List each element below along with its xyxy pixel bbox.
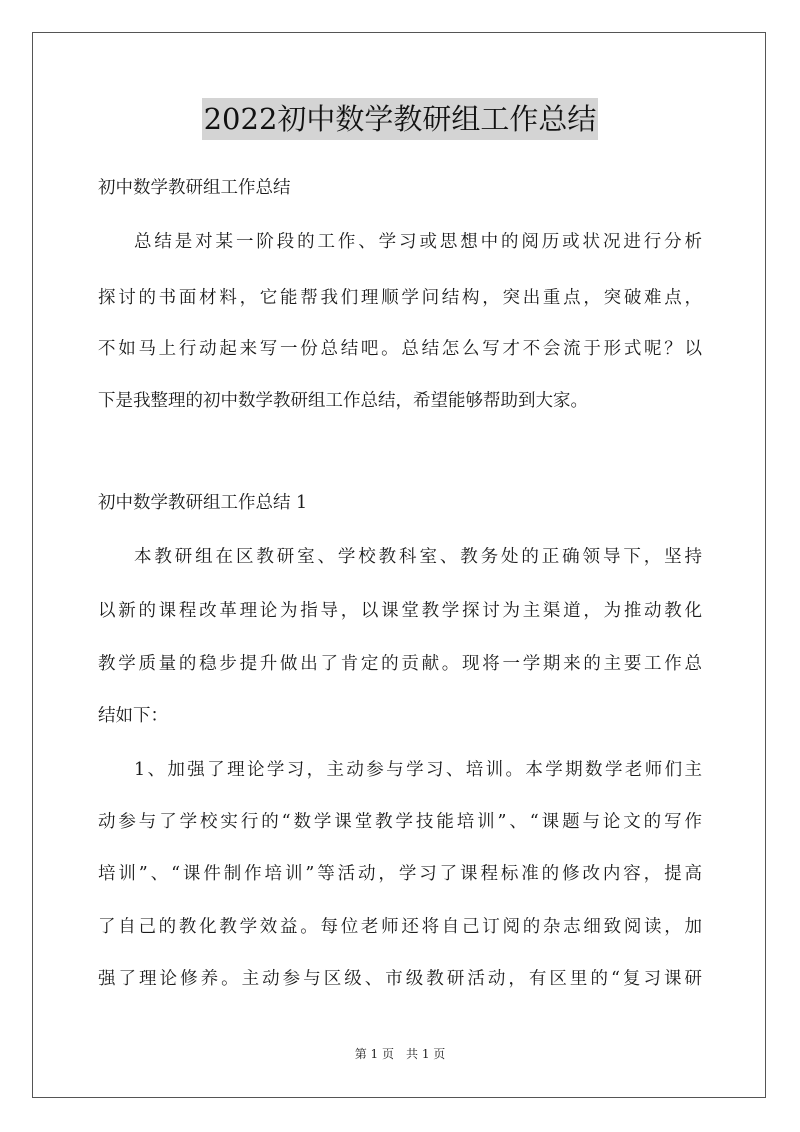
para1-line-2: 以新的课程改革理论为指导，以课堂教学探讨为主渠道，为推动教化 [98,601,702,621]
para1-line-4: 结如下： [98,706,168,726]
para2-line-3: 培训”、“课件制作培训”等活动，学习了课程标准的修改内容，提高 [98,864,702,884]
section-heading: 初中数学教研组工作总结 1 [98,493,308,513]
intro-line-4: 下是我整理的初中数学教研组工作总结，希望能够帮助到大家。 [98,391,588,411]
page-footer: 第 1 页 共 1 页 [354,1047,446,1061]
intro-line-1: 总结是对某一阶段的工作、学习或思想中的阅历或状况进行分析 [134,232,702,252]
document-title: 2022初中数学教研组工作总结 [202,98,599,140]
intro-line-2: 探讨的书面材料，它能帮我们理顺学问结构，突出重点，突破难点， [98,288,702,308]
para2-line-2: 动参与了学校实行的“数学课堂教学技能培训”、“课题与论文的写作 [98,812,702,832]
para2-line-4: 了自己的教化教学效益。每位老师还将自己订阅的杂志细致阅读，加 [98,917,702,937]
title-wrapper [0,98,800,140]
document-subtitle: 初中数学教研组工作总结 [98,178,291,198]
para2-line-1: 1、加强了理论学习，主动参与学习、培训。本学期数学老师们主 [134,760,702,780]
para2-line-5: 强了理论修养。主动参与区级、市级教研活动，有区里的“复习课研 [98,969,702,989]
para1-line-1: 本教研组在区教研室、学校教科室、教务处的正确领导下，坚持 [134,547,702,567]
para1-line-3: 教学质量的稳步提升做出了肯定的贡献。现将一学期来的主要工作总 [98,654,702,674]
intro-line-3: 不如马上行动起来写一份总结吧。总结怎么写才不会流于形式呢？以 [98,339,702,359]
